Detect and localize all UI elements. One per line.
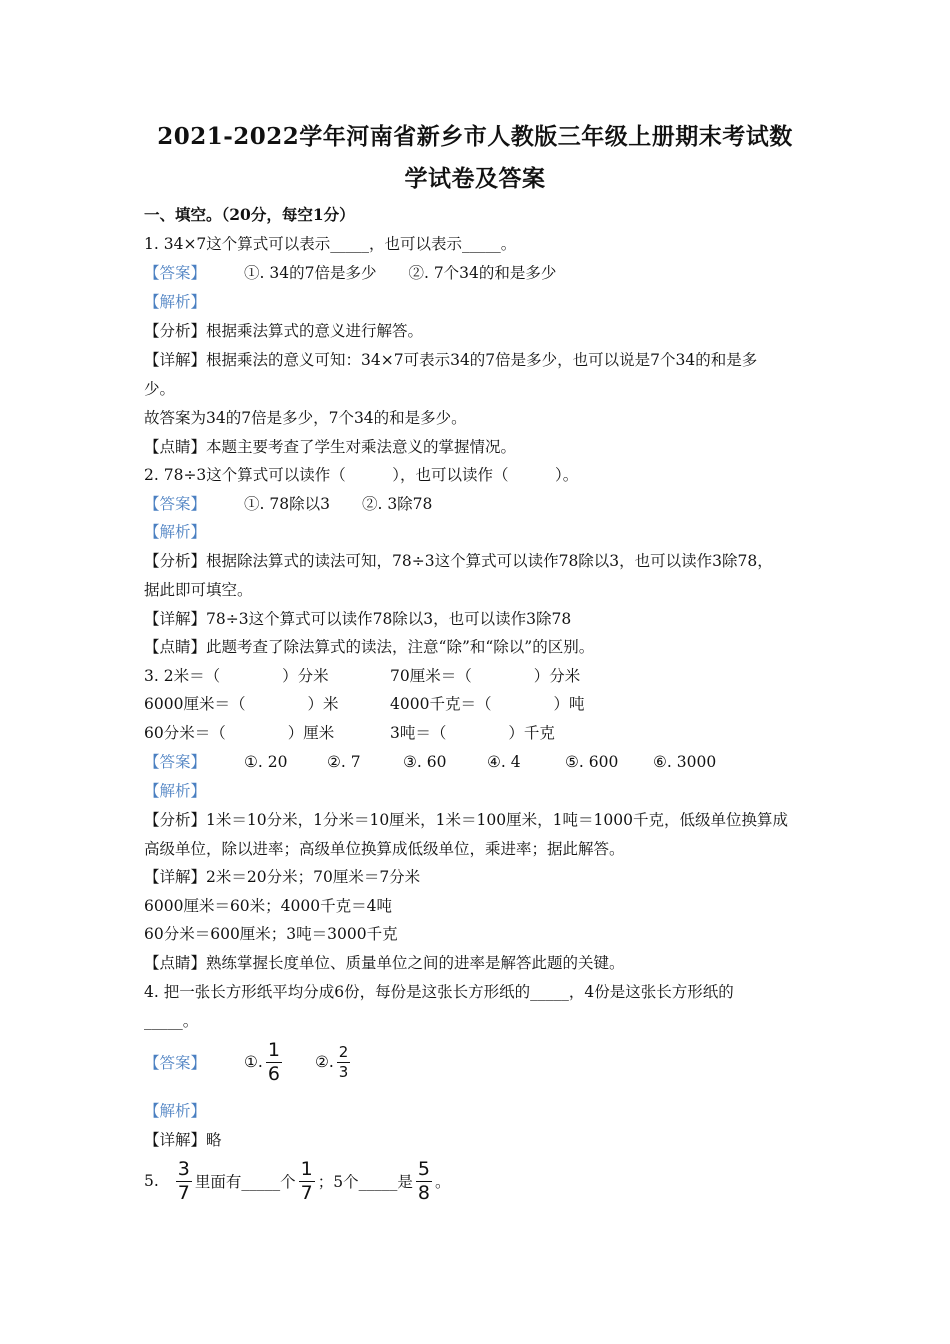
- q2-answer-row: [144, 492, 432, 514]
- q5-fraction-2: $\frac{1}{7}$: [300, 1157, 313, 1204]
- q4-answer-1-fraction: $\frac{1}{6}$: [267, 1038, 280, 1085]
- q1-question: 1. 34×7这个算式可以表示_____，也可以表示_____。: [144, 235, 517, 253]
- q1-fenxi: 【分析】根据乘法算式的意义进行解答。: [144, 322, 424, 340]
- q2-answer-1: ①. 78除以3: [244, 495, 330, 513]
- q2-answer-2: ②. 3除78: [361, 495, 433, 513]
- jiexi-tag: 【解析】: [144, 782, 207, 800]
- q3-answer-1: ①. 20: [244, 753, 288, 771]
- q2-fenxi-cont: 据此即可填空。: [144, 581, 253, 599]
- q1-answer-row: [144, 261, 556, 283]
- jiexi-tag: 【解析】: [144, 293, 207, 311]
- q3-answer-row: [144, 750, 716, 772]
- q2-fenxi: 【分析】根据除法算式的读法可知，78÷3这个算式可以读作78除以3，也可以读作3除78，: [144, 552, 773, 570]
- q2-question: 2. 78÷3这个算式可以读作（ ），也可以读作（ ）。: [144, 466, 579, 484]
- q5-number: 5.: [144, 1172, 159, 1190]
- q4-question-cont: _____。: [144, 1012, 199, 1030]
- q3-fenxi-cont: 高级单位，除以进率；高级单位换算成低级单位，乘进率；据此解答。: [144, 840, 625, 858]
- q3-answer-2: ②. 7: [327, 753, 361, 771]
- q2-dianjing: 【点睛】此题考查了除法算式的读法，注意“除”和“除以”的区别。: [144, 638, 595, 656]
- q3-answer-3: ③. 60: [403, 753, 447, 771]
- answer-tag: 【答案】: [144, 495, 207, 513]
- q5-text-3: 。: [434, 1173, 451, 1191]
- q3-xiangjie-3: 60分米＝600厘米；3吨＝3000千克: [144, 925, 398, 943]
- q1-dianjing: 【点睛】本题主要考查了学生对乘法意义的掌握情况。: [144, 438, 517, 456]
- q1-answer-1: ①. 34的7倍是多少: [244, 264, 377, 282]
- q3-dianjing: 【点睛】熟练掌握长度单位、质量单位之间的进率是解答此题的关键。: [144, 954, 625, 972]
- q4-answer-row: [144, 1038, 353, 1086]
- q1-conclusion: 故答案为34的7倍是多少，7个34的和是多少。: [144, 409, 467, 427]
- q4-xiangjie: 【详解】略: [144, 1131, 222, 1149]
- q4-answer-2-fraction: $\frac{2}{3}$: [338, 1042, 349, 1081]
- document-title-line1: 2021-2022学年河南省新乡市人教版三年级上册期末考试数: [157, 123, 793, 150]
- jiexi-tag: 【解析】: [144, 1102, 207, 1120]
- q3-xiangjie-2: 6000厘米＝60米；4000千克＝4吨: [144, 897, 392, 915]
- q3-fenxi: 【分析】1米＝10分米，1分米＝10厘米，1米＝100厘米，1吨＝1000千克，低级单位换算成: [144, 811, 788, 829]
- document-title-line2: 学试卷及答案: [404, 165, 546, 192]
- q5-fraction-1: $\frac{3}{7}$: [177, 1157, 190, 1204]
- section-heading: 一、填空。（20分，每空1分）: [144, 205, 355, 224]
- q5-fraction-3: $\frac{5}{8}$: [417, 1157, 430, 1204]
- q3-xiangjie-1: 【详解】2米＝20分米；70厘米＝7分米: [144, 868, 421, 886]
- q4-answer-2-label: ②.: [314, 1053, 334, 1071]
- q5-text-2: ；5个_____是: [317, 1173, 413, 1191]
- answer-tag: 【答案】: [144, 264, 207, 282]
- q5-text-1: 里面有_____个: [194, 1173, 296, 1191]
- q3-row2: 6000厘米＝（ ）米 4000千克＝（ ）吨: [144, 695, 585, 713]
- q2-xiangjie: 【详解】78÷3这个算式可以读作78除以3，也可以读作3除78: [144, 610, 572, 628]
- q3-answer-4: ④. 4: [487, 753, 521, 771]
- answer-tag: 【答案】: [144, 1054, 207, 1072]
- q3-row1: 3. 2米＝（ ）分米 70厘米＝（ ）分米: [144, 667, 581, 685]
- q3-answer-5: ⑤. 600: [565, 753, 619, 771]
- q4-answer-1-label: ①.: [244, 1053, 263, 1071]
- q4-question: 4. 把一张长方形纸平均分成6份，每份是这张长方形纸的_____，4份是这张长方形纸的: [144, 983, 734, 1001]
- q1-answer-2: ②. 7个34的和是多少: [408, 264, 557, 282]
- q5-question: [144, 1156, 450, 1206]
- q3-row3: 60分米＝（ ）厘米 3吨＝（ ）千克: [144, 724, 555, 742]
- q3-answer-6: ⑥. 3000: [653, 753, 717, 771]
- answer-tag: 【答案】: [144, 753, 207, 771]
- q1-xiangjie-cont: 少。: [144, 380, 176, 398]
- jiexi-tag: 【解析】: [144, 523, 207, 541]
- q1-xiangjie: 【详解】根据乘法的意义可知：34×7可表示34的7倍是多少，也可以说是7个34的和是多: [144, 351, 758, 369]
